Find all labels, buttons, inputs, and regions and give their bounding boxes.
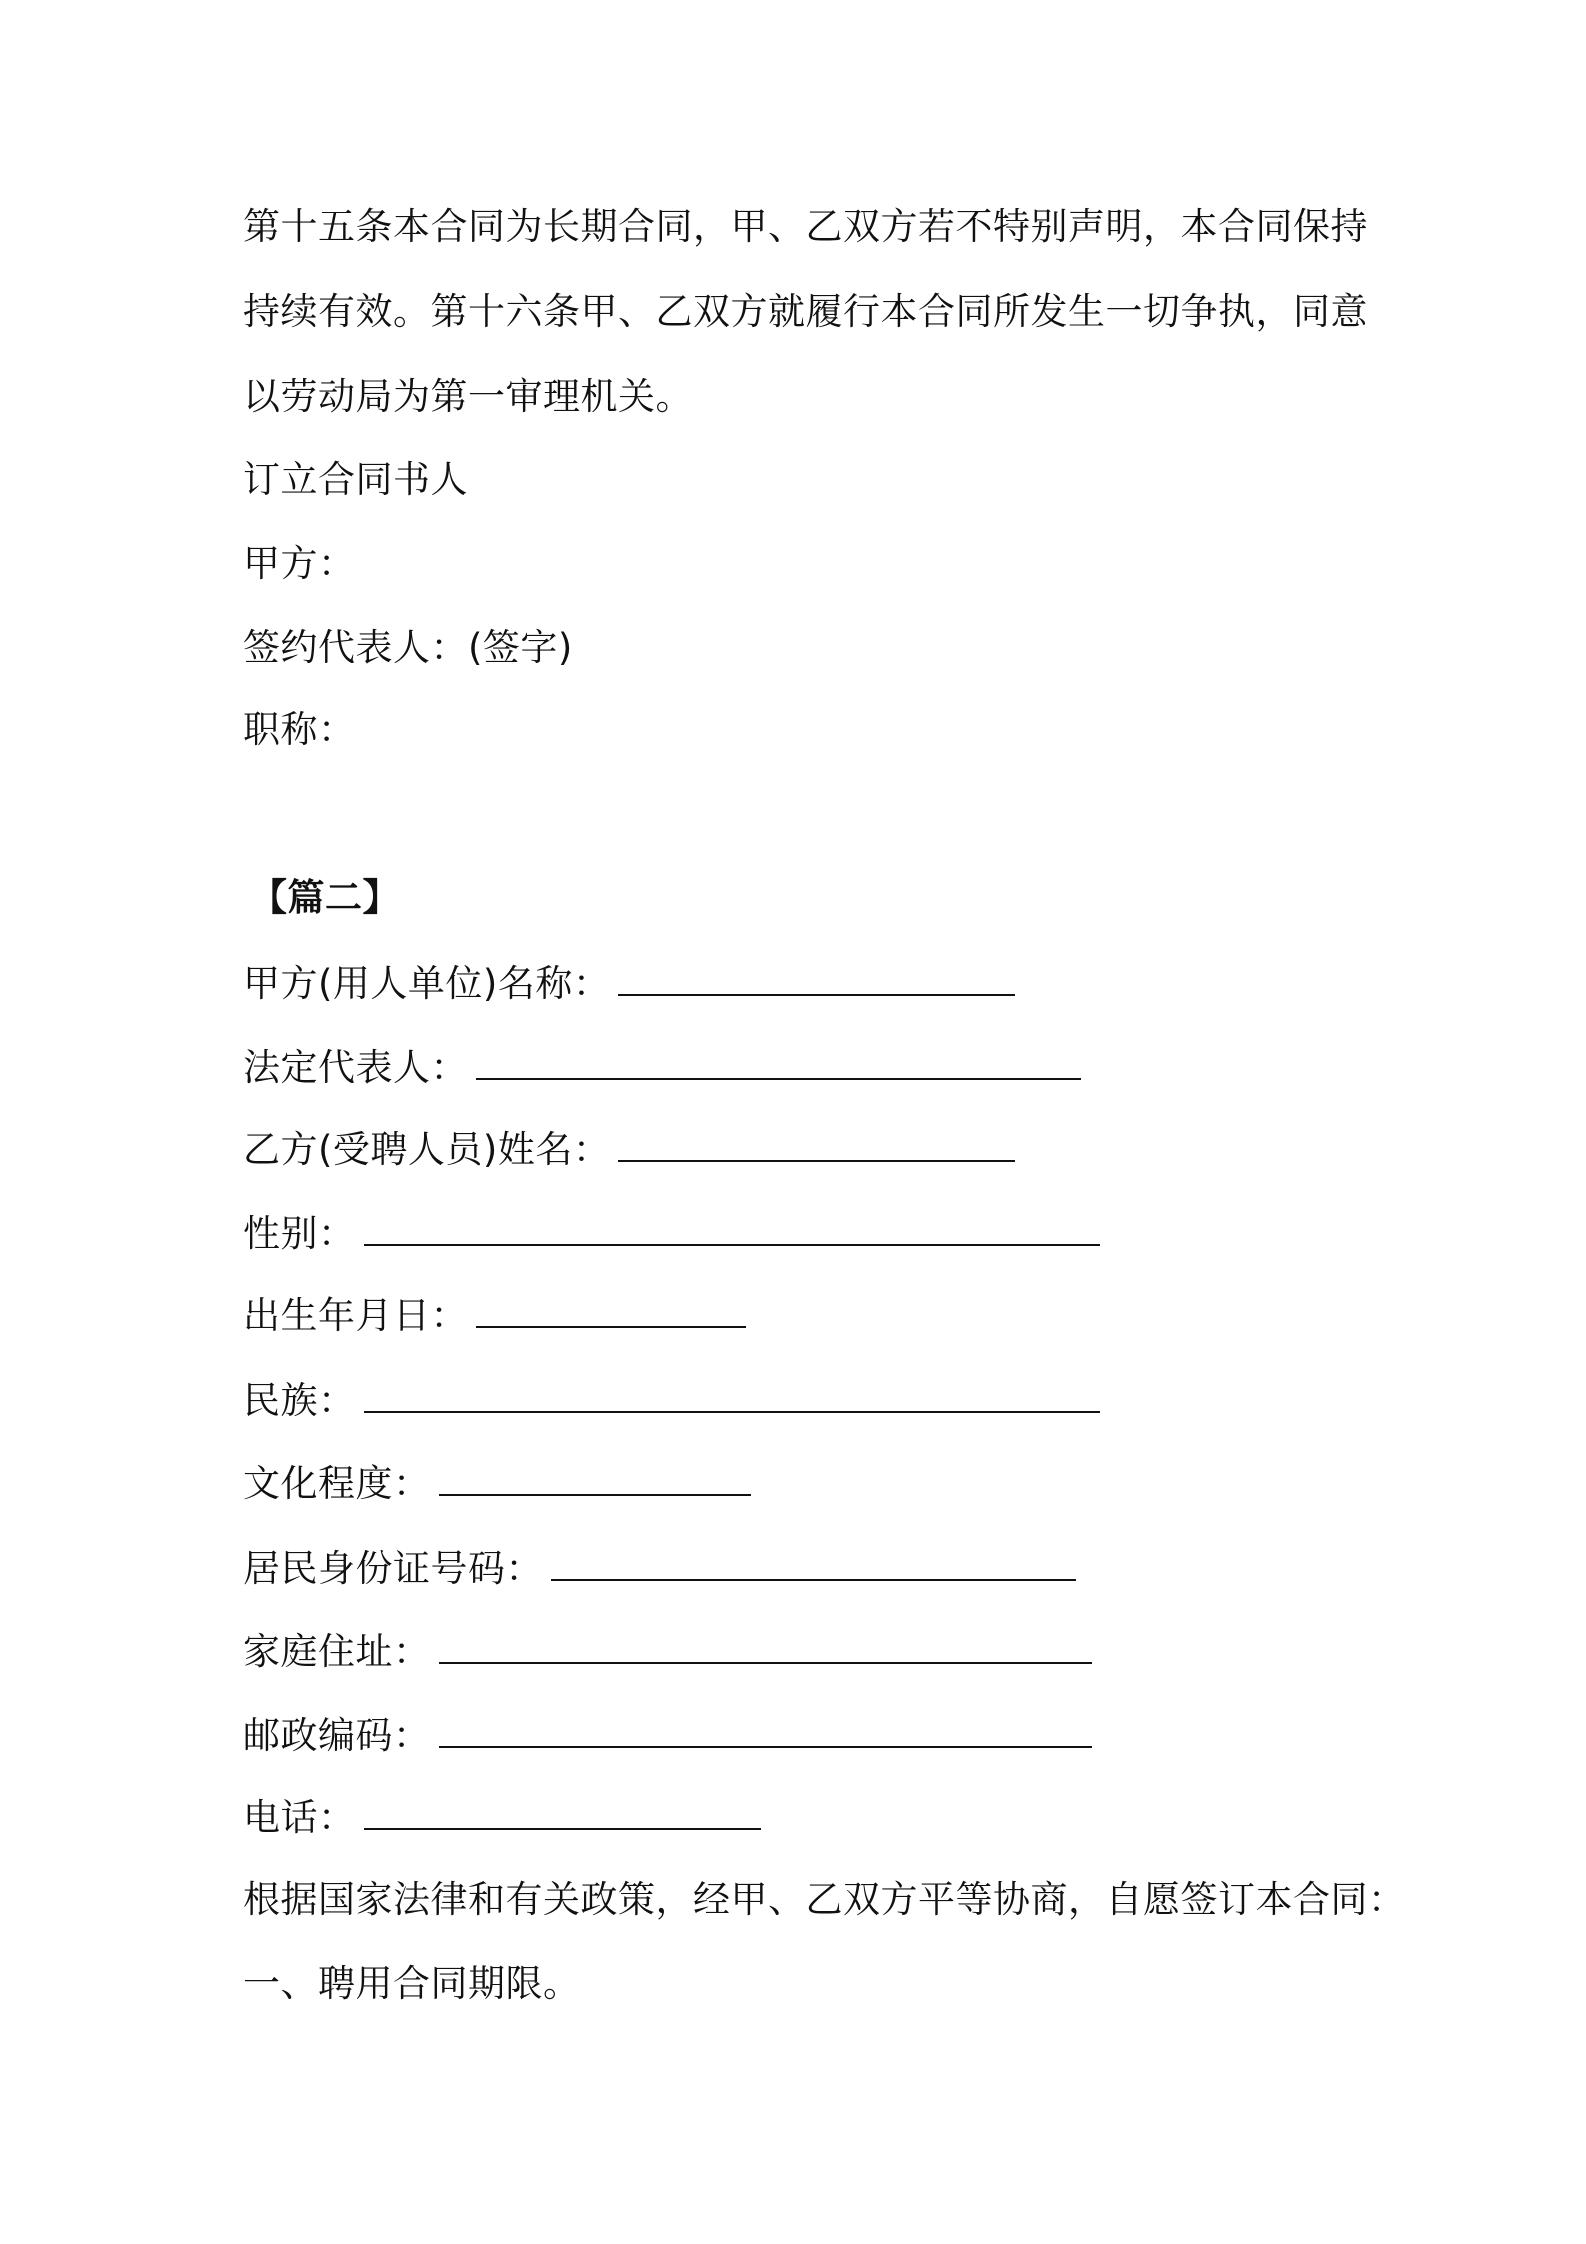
field-label: 法定代表人： (243, 1046, 468, 1089)
fill-blank-line (439, 1712, 1092, 1748)
section-two-heading: 【篇二】 (250, 876, 400, 919)
fill-blank-line (364, 1210, 1100, 1246)
field-label: 甲方(用人单位)名称： (243, 962, 611, 1005)
fill-blank-line (439, 1460, 751, 1496)
fill-blank-line (364, 1377, 1100, 1413)
field-id-number (243, 1545, 1076, 1591)
fill-blank-line (364, 1794, 761, 1830)
paragraph-line-2: 持续有效。第十六条甲、乙双方就履行本合同所发生一切争执，同意 (243, 290, 1368, 333)
field-education (243, 1460, 751, 1506)
field-home-address (243, 1628, 1092, 1674)
field-postal-code (243, 1712, 1092, 1758)
field-label: 居民身份证号码： (243, 1547, 543, 1590)
field-label: 文化程度： (243, 1462, 431, 1505)
field-label: 性别： (243, 1212, 356, 1255)
field-employer-name (243, 960, 1015, 1006)
signing-rep-label: 签约代表人：(签字) (243, 626, 573, 669)
fill-blank-line (551, 1545, 1076, 1581)
party-a-label: 甲方： (243, 542, 356, 585)
job-title-label: 职称： (243, 708, 356, 751)
field-phone (243, 1794, 761, 1840)
field-label: 电话： (243, 1796, 356, 1839)
contract-preamble: 根据国家法律和有关政策，经甲、乙双方平等协商，自愿签订本合同： (243, 1878, 1406, 1921)
field-label: 家庭住址： (243, 1630, 431, 1673)
paragraph-line-3: 以劳动局为第一审理机关。 (243, 375, 693, 418)
field-gender (243, 1210, 1100, 1256)
field-birth-date (243, 1292, 746, 1338)
field-legal-representative (243, 1044, 1081, 1090)
field-label: 出生年月日： (243, 1294, 468, 1337)
fill-blank-line (439, 1628, 1092, 1664)
field-employee-name (243, 1126, 1015, 1172)
paragraph-line-1: 第十五条本合同为长期合同，甲、乙双方若不特别声明，本合同保持 (243, 205, 1368, 248)
field-label: 民族： (243, 1379, 356, 1422)
field-label: 乙方(受聘人员)姓名： (243, 1128, 611, 1171)
field-ethnicity (243, 1377, 1100, 1423)
field-label: 邮政编码： (243, 1714, 431, 1757)
fill-blank-line (476, 1292, 746, 1328)
clause-one-title: 一、聘用合同期限。 (243, 1962, 581, 2005)
signers-heading: 订立合同书人 (243, 458, 468, 501)
fill-blank-line (618, 1126, 1015, 1162)
fill-blank-line (476, 1044, 1081, 1080)
fill-blank-line (618, 960, 1015, 996)
